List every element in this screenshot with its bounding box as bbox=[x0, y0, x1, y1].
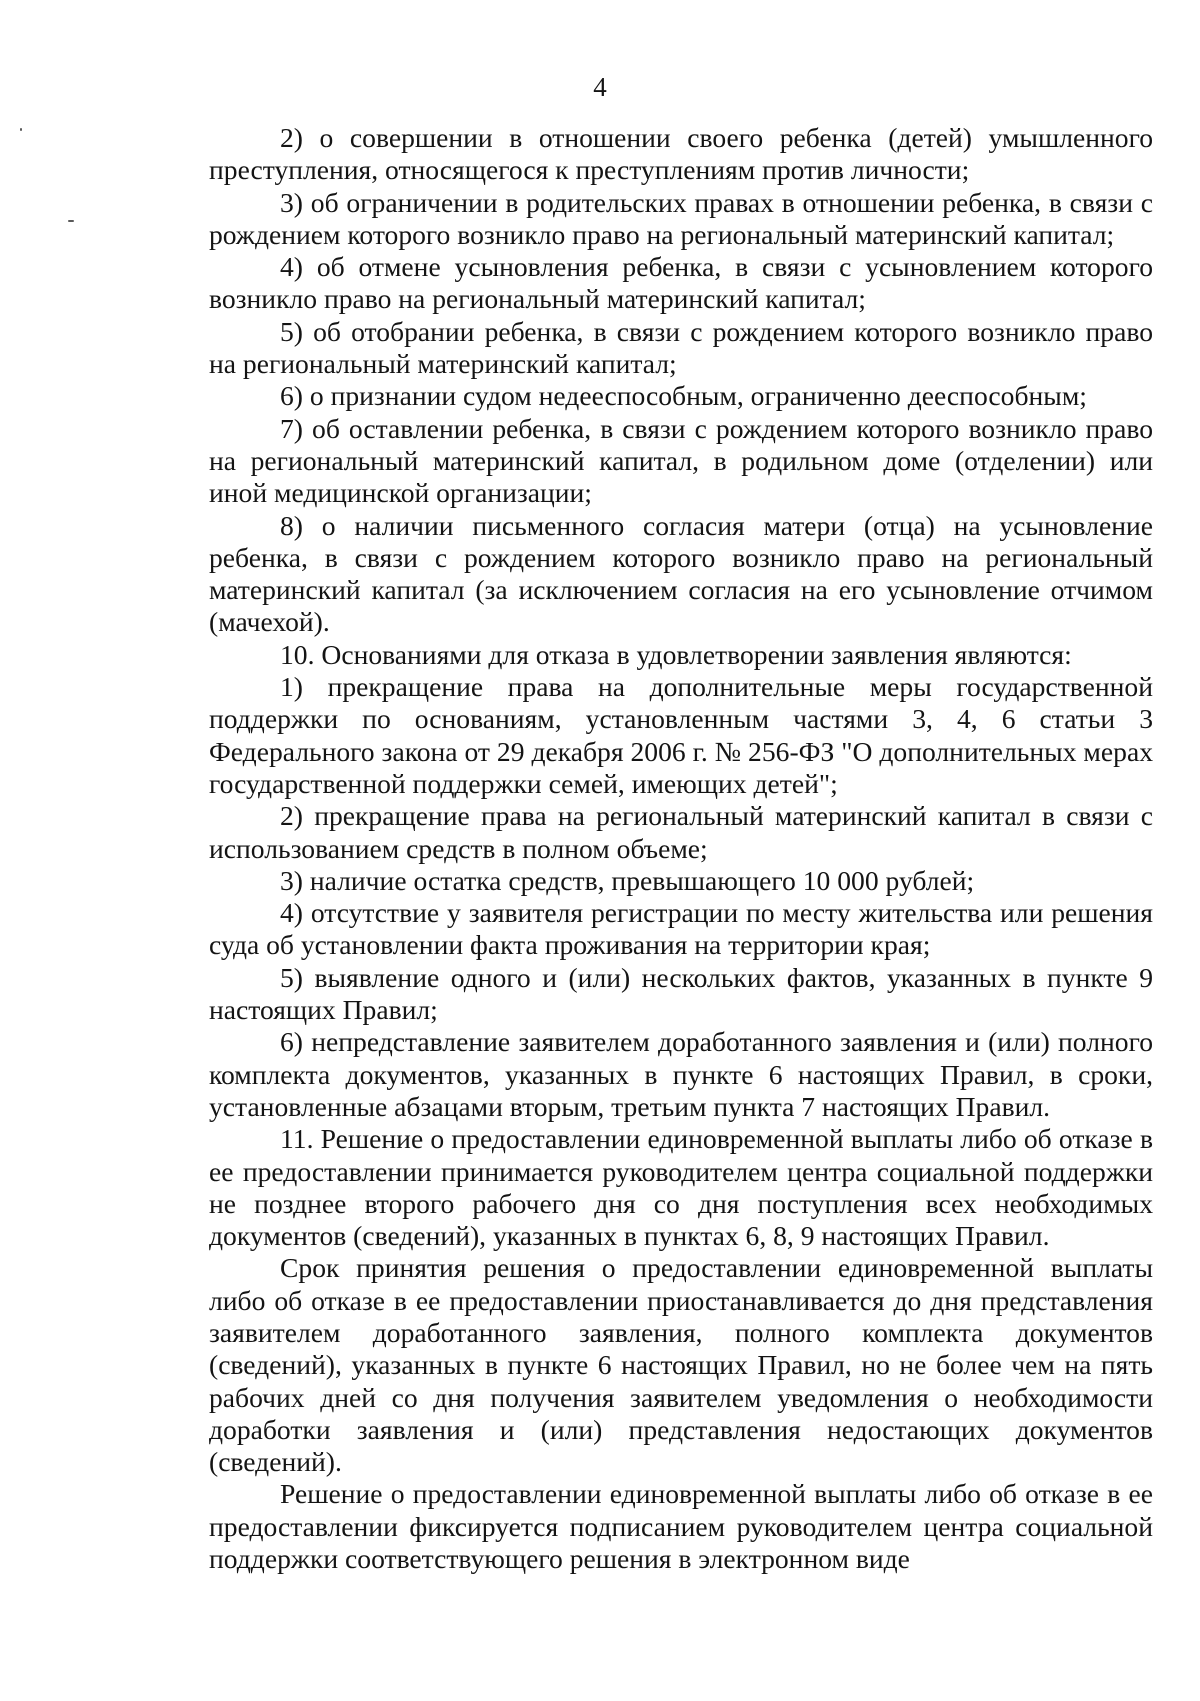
refusal-ground-4: 4) отсутствие у заявителя регистрации по месту жительства или решения суда об установлении факта проживания на территории края; bbox=[209, 897, 1153, 961]
list-item-6-incapacity: 6) о признании судом недееспособным, ограниченно дееспособным; bbox=[280, 380, 1087, 412]
refusal-ground-6: 6) непредставление заявителем доработанного заявления и (или) полного комплекта документов, указанных в пункте 6 настоящих Правил, в сроки, установленные абзацами вторым, третьим пункта 7 настоящих Правил. bbox=[209, 1026, 1153, 1122]
list-item-7-child-abandonment: 7) об оставлении ребенка, в связи с рождением которого возникло право на региональный материнский капитал, в родильном доме (отделении) или иной медицинской организации; bbox=[209, 412, 1153, 509]
section-10-heading: 10. Основаниями для отказа в удовлетворении заявления являются: bbox=[280, 638, 1072, 670]
refusal-ground-1: 1) прекращение права на дополнительные меры государственной поддержки по основаниям, установленным частями 3, 4, 6 статьи 3 Федерального закона от 29 декабря 2006 г. № 256-ФЗ "О дополнительных мерах государственной поддержки семей, имеющих детей"; bbox=[209, 671, 1153, 799]
refusal-ground-2: 2) прекращение права на региональный материнский капитал в связи с использованием средств в полном объеме; bbox=[209, 800, 1153, 864]
list-item-5-child-removal: 5) об отобрании ребенка, в связи с рождением которого возникло право на региональный материнский капитал; bbox=[209, 315, 1153, 380]
list-item-4-adoption-cancellation: 4) об отмене усыновления ребенка, в связи с усыновлением которого возникло право на региональный материнский капитал; bbox=[209, 251, 1153, 315]
list-item-2-crime-against-child: 2) о совершении в отношении своего ребенка (детей) умышленного преступления, относящегося к преступлениям против личности; bbox=[209, 122, 1153, 186]
refusal-ground-3: 3) наличие остатка средств, превышающего 10 000 рублей; bbox=[280, 864, 975, 896]
document-body bbox=[209, 122, 1153, 1575]
scan-speck bbox=[20, 128, 22, 131]
scan-speck bbox=[68, 220, 74, 222]
page-number: 4 bbox=[593, 72, 607, 102]
decision-signing-paragraph: Решение о предоставлении единовременной выплаты либо об отказе в ее предоставлении фиксируется подписанием руководителем центра социальной поддержки соответствующего решения в электронном виде bbox=[209, 1478, 1153, 1575]
list-item-8-adoption-consent: 8) о наличии письменного согласия матери (отца) на усыновление ребенка, в связи с рождением которого возникло право на региональный материнский капитал (за исключением согласия на его усыновление отчимом (мачехой). bbox=[209, 509, 1153, 638]
section-11-paragraph: 11. Решение о предоставлении единовременной выплаты либо об отказе в ее предоставлении принимается руководителем центра социальной поддержки не позднее второго рабочего дня со дня поступления всех необходимых документов (сведений), указанных в пунктах 6, 8, 9 настоящих Правил. bbox=[209, 1123, 1153, 1252]
list-item-3-parental-rights-restriction: 3) об ограничении в родительских правах в отношении ребенка, в связи с рождением которого возникло право на региональный материнский капитал; bbox=[209, 186, 1153, 250]
decision-term-paragraph: Срок принятия решения о предоставлении единовременной выплаты либо об отказе в ее предоставлении приостанавливается до дня представления заявителем доработанного заявления, полного комплекта документов (сведений), указанных в пункте 6 настоящих Правил, но не более чем на пять рабочих дней со дня получения заявителем уведомления о необходимости доработки заявления и (или) представления недостающих документов (сведений). bbox=[209, 1252, 1153, 1478]
refusal-ground-5: 5) выявление одного и (или) нескольких фактов, указанных в пункте 9 настоящих Правил; bbox=[209, 961, 1153, 1026]
